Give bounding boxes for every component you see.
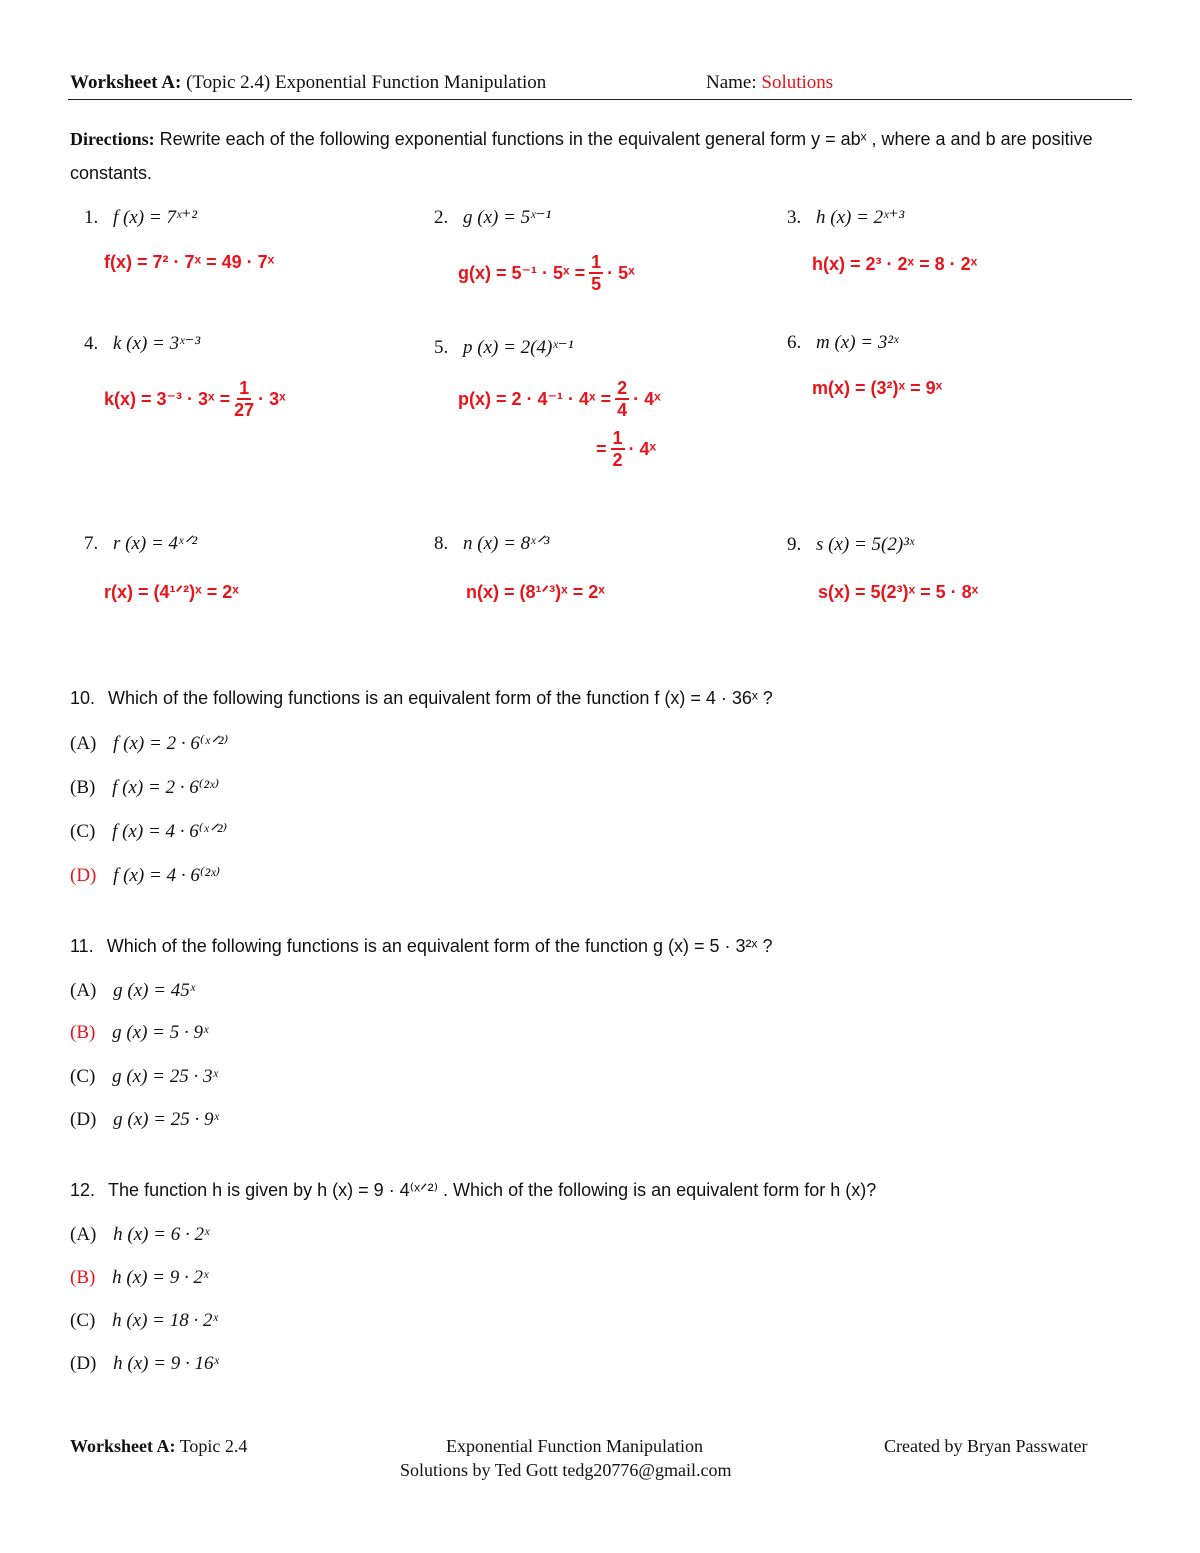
question-stem: Which of the following functions is an equivalent form of the function f (x) = 4 · 36ˣ ? [108, 688, 773, 708]
fraction-numerator: 1 [239, 378, 250, 398]
option-label: (B) [70, 777, 96, 798]
footer-solutions-credit: Solutions by Ted Gott tedg20776@gmail.com [400, 1460, 732, 1480]
problem-question: s (x) = 5(2)³ˣ [816, 534, 915, 555]
problem-number: 9. [787, 534, 802, 555]
option-label: (A) [70, 1224, 97, 1245]
problem-question: g (x) = 5ˣ⁻¹ [463, 207, 552, 228]
mc-10-option-c [70, 820, 227, 843]
fraction-denominator: 4 [617, 400, 628, 420]
option-text: h (x) = 6 · 2ˣ [113, 1224, 210, 1245]
answer-tail: · 5ˣ [607, 262, 635, 283]
answer-9: s(x) = 5(2³)ˣ = 5 · 8ˣ [818, 582, 979, 602]
option-text: f (x) = 2 · 6⁽²ˣ⁾ [112, 777, 220, 798]
problem-8 [434, 532, 549, 555]
name-value: Solutions [761, 72, 834, 93]
answer-fraction [611, 428, 625, 470]
footer-worksheet [70, 1436, 247, 1457]
problem-number: 7. [84, 533, 99, 554]
fraction-numerator: 1 [591, 252, 602, 272]
fraction-denominator: 27 [234, 400, 255, 420]
answer-5-line-2 [596, 428, 656, 470]
name-field [706, 72, 833, 94]
answer-fraction [234, 378, 254, 420]
footer-worksheet-label: Worksheet A: [70, 1436, 176, 1456]
answer-text: p(x) = 2 · 4⁻¹ · 4ˣ = [458, 388, 612, 409]
option-text: g (x) = 45ˣ [113, 980, 196, 1001]
problem-6 [787, 332, 898, 354]
answer-5 [458, 378, 661, 420]
option-text: g (x) = 25 · 3ˣ [112, 1066, 218, 1087]
problem-2 [434, 206, 551, 229]
mc-question-11 [70, 936, 772, 957]
option-label: (D) [70, 1353, 97, 1374]
problem-number: 6. [787, 332, 802, 353]
problem-5 [434, 336, 573, 359]
option-label: (A) [70, 733, 97, 754]
problem-question: h (x) = 2ˣ⁺³ [816, 207, 905, 228]
footer-credit: Created by Bryan Passwater [884, 1436, 1088, 1456]
mc-10-option-a [70, 732, 228, 755]
mc-12-option-c [70, 1310, 218, 1332]
answer-text: = [596, 438, 607, 459]
problem-7 [84, 532, 197, 555]
answer-7: r(x) = (4¹ᐟ²)ˣ = 2ˣ [104, 582, 239, 602]
fraction-denominator: 5 [591, 274, 602, 294]
option-label: (C) [70, 1310, 96, 1331]
question-stem: The function h is given by h (x) = 9 · 4⁽ˣᐟ²⁾ . Which of the following is an equivalent form for h (x)? [108, 1180, 877, 1200]
option-label: (C) [70, 1066, 96, 1087]
problem-number: 4. [84, 333, 99, 354]
problem-number: 5. [434, 337, 449, 358]
answer-8: n(x) = (8¹ᐟ³)ˣ = 2ˣ [466, 582, 605, 602]
option-label-correct: (B) [70, 1022, 96, 1043]
option-label: (A) [70, 980, 97, 1001]
answer-tail: · 4ˣ [628, 438, 657, 459]
fraction-numerator: 1 [612, 428, 623, 448]
question-number: 11. [70, 936, 94, 956]
mc-12-option-d [70, 1353, 219, 1375]
problem-1 [84, 206, 197, 229]
fraction-denominator: 2 [612, 450, 623, 470]
problem-number: 8. [434, 533, 449, 554]
answer-1: f(x) = 7² · 7ˣ = 49 · 7ˣ [104, 252, 275, 272]
name-label: Name: [706, 72, 757, 93]
problem-question: k (x) = 3ˣ⁻³ [113, 333, 201, 354]
option-text: g (x) = 5 · 9ˣ [112, 1022, 209, 1043]
problem-9 [787, 534, 914, 556]
fraction-numerator: 2 [617, 378, 628, 398]
answer-text: k(x) = 3⁻³ · 3ˣ = [104, 388, 231, 409]
problem-3 [787, 206, 904, 229]
header-rule [68, 99, 1132, 100]
footer-title: Exponential Function Manipulation [446, 1436, 703, 1456]
answer-tail: · 3ˣ [258, 388, 286, 409]
worksheet-header [70, 72, 546, 94]
question-number: 12. [70, 1180, 96, 1200]
directions [70, 122, 1130, 190]
footer-topic: Topic 2.4 [179, 1436, 248, 1456]
mc-10-option-d [70, 864, 220, 887]
mc-12-option-a [70, 1224, 209, 1246]
option-text: f (x) = 4 · 6⁽ˣᐟ²⁾ [112, 821, 228, 842]
problem-number: 1. [84, 207, 99, 228]
option-text: f (x) = 2 · 6⁽ˣᐟ²⁾ [113, 733, 229, 754]
mc-10-option-b [70, 776, 219, 799]
answer-fraction [589, 252, 603, 294]
option-text: h (x) = 18 · 2ˣ [112, 1310, 218, 1331]
mc-11-option-d [70, 1109, 219, 1131]
option-text: g (x) = 25 · 9ˣ [113, 1109, 219, 1130]
question-stem: Which of the following functions is an equivalent form of the function g (x) = 5 · 3²ˣ ? [106, 936, 773, 956]
answer-2 [458, 252, 635, 294]
answer-text: g(x) = 5⁻¹ · 5ˣ = [458, 262, 586, 283]
option-label: (D) [70, 1109, 97, 1130]
option-text: h (x) = 9 · 16ˣ [113, 1353, 219, 1374]
worksheet-label: Worksheet A: [70, 72, 182, 93]
problem-question: m (x) = 3²ˣ [816, 332, 899, 353]
worksheet-topic: (Topic 2.4) Exponential Function Manipulation [186, 72, 547, 93]
option-label: (C) [70, 821, 96, 842]
mc-12-option-b [70, 1267, 208, 1289]
problem-question: f (x) = 7ˣ⁺² [113, 207, 198, 228]
answer-4 [104, 378, 286, 420]
mc-11-option-c [70, 1066, 218, 1088]
problem-question: r (x) = 4ˣᐟ² [113, 533, 198, 554]
mc-11-option-a [70, 980, 195, 1002]
option-label-correct: (B) [70, 1267, 96, 1288]
mc-11-option-b [70, 1022, 208, 1044]
option-text: f (x) = 4 · 6⁽²ˣ⁾ [113, 865, 221, 886]
answer-6: m(x) = (3²)ˣ = 9ˣ [812, 378, 943, 398]
directions-label: Directions: [70, 129, 155, 149]
problem-number: 3. [787, 207, 802, 228]
answer-fraction [615, 378, 629, 420]
directions-text: Rewrite each of the following exponential functions in the equivalent general form y = abˣ , where a and b are positive constants. [70, 129, 1093, 183]
problem-4 [84, 332, 200, 355]
option-text: h (x) = 9 · 2ˣ [112, 1267, 209, 1288]
answer-tail: · 4ˣ [633, 388, 661, 409]
problem-question: p (x) = 2(4)ˣ⁻¹ [463, 337, 574, 358]
mc-question-12 [70, 1180, 876, 1201]
question-number: 10. [70, 688, 96, 708]
answer-3: h(x) = 2³ · 2ˣ = 8 · 2ˣ [812, 254, 978, 274]
mc-question-10 [70, 688, 773, 709]
option-label-correct: (D) [70, 865, 97, 886]
problem-question: n (x) = 8ˣᐟ³ [463, 533, 550, 554]
problem-number: 2. [434, 207, 449, 228]
